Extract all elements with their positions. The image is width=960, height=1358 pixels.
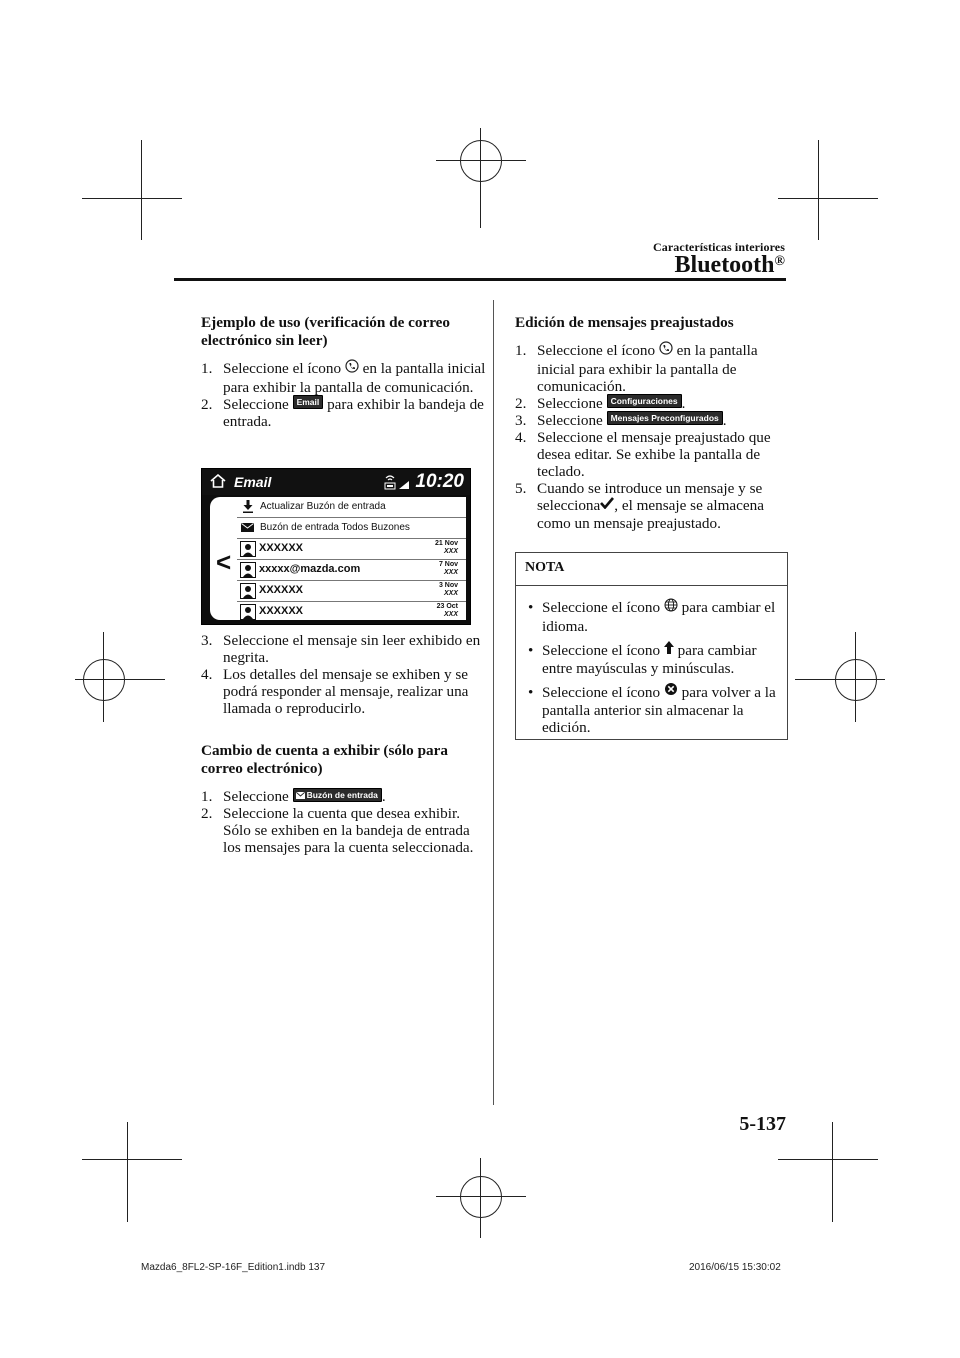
step-number: 1. [515, 342, 527, 359]
step-number: 2. [515, 394, 527, 412]
heading-change-account: Cambio de cuenta a exhibir (sólo para correo electrónico) [201, 742, 448, 777]
registered-mark: ® [774, 254, 785, 269]
note-item [528, 684, 780, 737]
page-number: 5-137 [739, 1113, 786, 1135]
note-header [516, 553, 787, 586]
preset-messages-button-icon: Mensajes Preconfigurados [607, 411, 723, 425]
email-date-sub: XXX [443, 589, 458, 597]
step-number: 4. [201, 666, 213, 683]
signal-icon [384, 473, 414, 496]
download-icon [243, 500, 253, 516]
step-text: Seleccione el ícono [537, 342, 656, 359]
step-item [201, 360, 486, 396]
right-column [515, 314, 787, 532]
step-item [201, 632, 486, 666]
step-number: 2. [201, 805, 213, 822]
step-text: Seleccione el mensaje preajustado que desea editar. Se exhibe la pantalla de teclado. [537, 428, 771, 480]
step-text: Cuando se introduce un mensaje y se selecciona [537, 479, 763, 514]
step-number: 1. [201, 788, 213, 805]
note-box [515, 552, 788, 740]
step-number: 3. [515, 411, 527, 429]
email-screen-figure [201, 468, 471, 625]
step-text: Seleccione [537, 411, 603, 429]
cancel-x-icon [664, 682, 678, 700]
email-row [237, 560, 466, 581]
home-icon [210, 474, 226, 493]
step-item [515, 395, 787, 412]
footer-date: 2016/06/15 15:30:02 [689, 1262, 781, 1273]
email-button-icon: Email [293, 395, 324, 409]
step-item [515, 342, 787, 395]
email-row [237, 539, 466, 560]
email-sender: xxxxx@mazda.com [259, 563, 361, 575]
steps-change-account [201, 788, 486, 856]
heading-edit-presets: Edición de mensajes preajustados [515, 314, 734, 331]
contact-avatar-icon [240, 562, 256, 578]
step-item [515, 480, 787, 532]
page-title [675, 252, 785, 279]
note-item [528, 599, 780, 635]
row-label: Buzón de entrada Todos Buzones [260, 522, 410, 533]
step-item [515, 412, 787, 429]
section-title: Características interiores [653, 240, 785, 254]
header-rule [174, 278, 786, 281]
email-sender: XXXXXX [259, 542, 304, 554]
email-date-text: 21 Nov [435, 540, 458, 547]
step-item [201, 396, 486, 430]
screen-status-bar [202, 469, 470, 495]
email-date-text: 3 Nov [438, 582, 458, 589]
back-arrow-icon: < [216, 547, 232, 577]
steps-unread-email-cont [201, 632, 486, 717]
step-text: . [681, 394, 686, 412]
email-date-sub: XXX [443, 547, 458, 555]
step-item [201, 666, 486, 717]
inbox-list [210, 497, 466, 620]
bullet: • [528, 599, 534, 616]
note-text: Seleccione el ícono [542, 599, 661, 616]
step-number: 3. [201, 632, 213, 649]
note-text: Seleccione el ícono [542, 641, 661, 659]
left-column [201, 314, 486, 430]
bullet: • [528, 683, 534, 701]
email-sender: XXXXXX [259, 605, 304, 617]
communication-icon [659, 341, 673, 359]
envelope-icon [241, 523, 254, 535]
checkmark-icon [600, 496, 614, 513]
email-sender: XXXXXX [259, 584, 304, 596]
page-title-text: Bluetooth [674, 252, 775, 278]
step-number: 4. [515, 428, 527, 446]
step-text: Seleccione [223, 395, 289, 413]
footer-file: Mazda6_8FL2-SP-16F_Edition1.indb 137 [141, 1262, 326, 1273]
note-text: Seleccione el ícono [542, 683, 661, 701]
step-text: . [381, 788, 386, 805]
steps-edit-presets [515, 342, 787, 532]
step-text: Seleccione el mensaje sin leer exhibido en negrita. [223, 632, 481, 666]
step-item [201, 788, 486, 805]
step-text: Seleccione la cuenta que desea exhibir. Sólo se exhiben en la bandeja de entrada los mensajes para la cuenta seleccionada. [223, 805, 474, 856]
step-text: Seleccione [537, 394, 603, 412]
step-text: en la pantalla inicial para exhibir la pantalla de comunicación. [223, 360, 486, 396]
step-text: Seleccione el ícono [223, 360, 342, 377]
screen-title: Email [234, 474, 272, 490]
step-text: para exhibir la bandeja de entrada. [223, 395, 484, 430]
contact-avatar-icon [240, 583, 256, 599]
email-date [439, 582, 458, 597]
email-date [439, 561, 458, 576]
bullet: • [528, 641, 534, 659]
communication-icon [345, 359, 359, 377]
email-date-text: 23 Oct [436, 603, 458, 610]
step-number: 2. [201, 395, 213, 413]
note-text: para volver a la pantalla anterior sin almacenar la edición. [542, 683, 776, 737]
step-item [201, 805, 486, 856]
step-number: 1. [201, 360, 213, 377]
step-item [515, 429, 787, 480]
email-date [437, 603, 458, 618]
envelope-icon [296, 792, 305, 799]
steps-unread-email [201, 360, 486, 430]
contact-avatar-icon [240, 541, 256, 557]
step-text: Los detalles del mensaje se exhiben y se podrá responder al mensaje, realizar una llamada o reproducirlo. [223, 666, 469, 717]
left-column-lower [201, 632, 486, 856]
update-inbox-row [237, 497, 466, 518]
step-text: Seleccione [223, 788, 289, 805]
row-label: Actualizar Buzón de entrada [260, 501, 386, 512]
column-separator [493, 300, 494, 1105]
note-item [528, 642, 780, 677]
contact-avatar-icon [240, 604, 256, 620]
note-text: para cambiar el idioma. [542, 599, 776, 635]
globe-icon [664, 598, 678, 616]
email-date-sub: XXX [443, 610, 458, 618]
note-list [528, 599, 780, 743]
inbox-button-label: Buzón de entrada [306, 789, 378, 800]
email-date [435, 540, 458, 555]
step-text: . [722, 411, 727, 429]
heading-unread-email: Ejemplo de uso (verificación de correo electrónico sin leer) [201, 314, 450, 349]
step-number: 5. [515, 479, 527, 497]
email-row [237, 581, 466, 602]
shift-arrow-icon [664, 641, 674, 658]
step-text: en la pantalla inicial para exhibir la pantalla de comunicación. [537, 342, 758, 395]
email-date-sub: XXX [443, 568, 458, 576]
inbox-button-icon [293, 788, 382, 802]
all-inboxes-row [237, 518, 466, 539]
note-title: NOTA [525, 560, 565, 575]
settings-button-icon: Configuraciones [607, 394, 682, 408]
email-row [237, 602, 466, 622]
email-date-text: 7 Nov [438, 561, 458, 568]
step-text: , el mensaje se almacena como un mensaje preajustado. [537, 496, 764, 532]
screen-clock: 10:20 [415, 471, 464, 492]
note-text: para cambiar entre mayúsculas y minúsculas. [542, 641, 757, 677]
